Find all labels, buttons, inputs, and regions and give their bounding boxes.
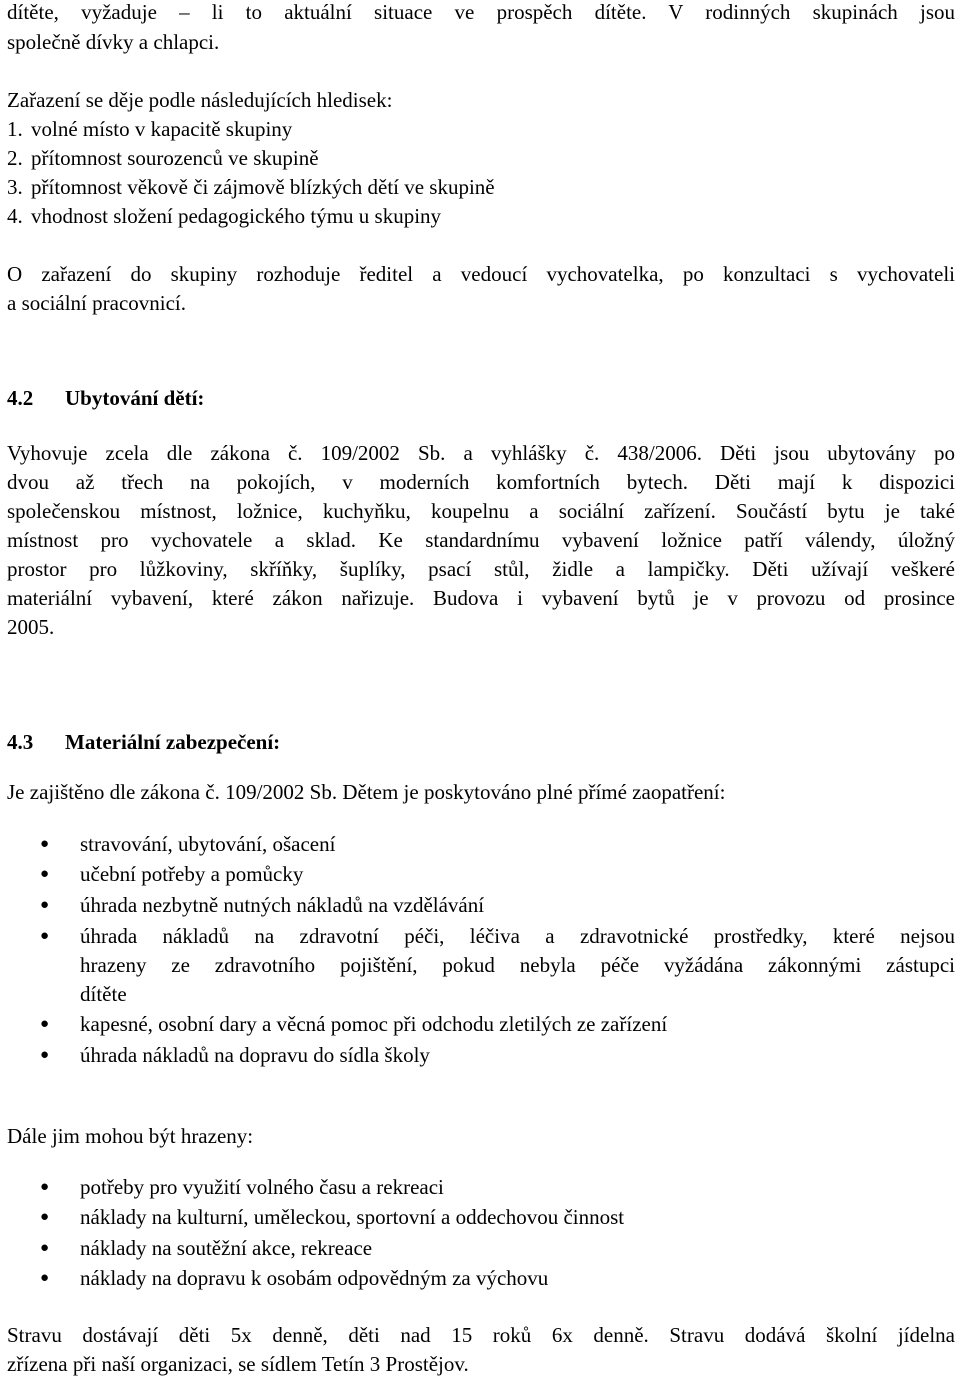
list-item: náklady na soutěžní akce, rekreace <box>80 1236 373 1260</box>
bullet-icon: ● <box>40 1047 50 1063</box>
list-item: úhrada nákladů na dopravu do sídla školy <box>80 1043 430 1067</box>
paragraph-line: materiální vybavení, které zákon nařizuje. Budova i vybavení bytů je v provozu od prosince <box>7 586 955 610</box>
section-number: 4.2 <box>7 386 34 410</box>
criteria-item-text: přítomnost věkově či zájmově blízkých dětí ve skupině <box>31 175 495 199</box>
bullet-icon: ● <box>40 1209 50 1225</box>
list-item: potřeby pro využití volného času a rekreaci <box>80 1175 444 1199</box>
criteria-item-text: přítomnost sourozenců ve skupině <box>31 146 319 170</box>
decision-line-2: a sociální pracovnicí. <box>7 291 187 315</box>
paragraph-line: 2005. <box>7 615 55 639</box>
bullet-icon: ● <box>40 928 50 944</box>
section-title: Materiální zabezpečení: <box>65 730 281 754</box>
bullet-icon: ● <box>40 866 50 882</box>
criteria-item-text: volné místo v kapacitě skupiny <box>31 117 293 141</box>
intro-line-2: společně dívky a chlapci. <box>7 30 220 54</box>
bullet-icon: ● <box>40 1016 50 1032</box>
section-number: 4.3 <box>7 730 34 754</box>
section-title: Ubytování dětí: <box>65 386 205 410</box>
section-heading-4-2 <box>7 386 204 410</box>
bullet-icon: ● <box>40 836 50 852</box>
criteria-item <box>7 204 441 228</box>
bullet-icon: ● <box>40 1240 50 1256</box>
decision-line-1: O zařazení do skupiny rozhoduje ředitel a vedoucí vychovatelka, po konzultaci s vychovateli <box>7 262 955 286</box>
list-item-continuation: hrazeny ze zdravotního pojištění, pokud nebyla péče vyžádána zákonnými zástupci <box>80 953 955 977</box>
bullet-icon: ● <box>40 1270 50 1286</box>
criteria-item <box>7 146 319 170</box>
bullet-icon: ● <box>40 897 50 913</box>
paragraph-line: Vyhovuje zcela dle zákona č. 109/2002 Sb. a vyhlášky č. 438/2006. Děti jsou ubytovány po <box>7 441 955 465</box>
intro-line-1: dítěte, vyžaduje – li to aktuální situace ve prospěch dítěte. V rodinných skupinách jsou <box>7 0 955 24</box>
optional-heading: Dále jim mohou být hrazeny: <box>7 1124 254 1148</box>
criteria-item-number: 2. <box>7 146 23 170</box>
criteria-item-text: vhodnost složení pedagogického týmu u skupiny <box>31 204 442 228</box>
criteria-item-number: 1. <box>7 117 23 141</box>
criteria-item-number: 4. <box>7 204 23 228</box>
list-item: stravování, ubytování, ošacení <box>80 832 336 856</box>
section-heading-4-3 <box>7 730 280 754</box>
list-item: náklady na kulturní, uměleckou, sportovní a oddechovou činnost <box>80 1205 625 1229</box>
section-intro: Je zajištěno dle zákona č. 109/2002 Sb. Dětem je poskytováno plné přímé zaopatření: <box>7 780 726 804</box>
bullet-icon: ● <box>40 1179 50 1195</box>
criteria-item <box>7 117 292 141</box>
list-item-continuation: dítěte <box>80 982 127 1006</box>
criteria-item <box>7 175 495 199</box>
list-item: úhrada nákladů na zdravotní péči, léčiva a zdravotnické prostředky, které nejsou <box>80 924 955 948</box>
criteria-item-number: 3. <box>7 175 23 199</box>
list-item: náklady na dopravu k osobám odpovědným za výchovu <box>80 1266 549 1290</box>
paragraph-line: dvou až třech na pokojích, v moderních komfortních bytech. Děti mají k dispozici <box>7 470 955 494</box>
meals-line-1: Stravu dostávají děti 5x denně, děti nad 15 roků 6x denně. Stravu dodává školní jídelna <box>7 1323 955 1347</box>
list-item: učební potřeby a pomůcky <box>80 862 304 886</box>
paragraph-line: místnost pro vychovatele a sklad. Ke standardnímu vybavení ložnice patří válendy, úložný <box>7 528 955 552</box>
criteria-heading: Zařazení se děje podle následujících hledisek: <box>7 88 393 112</box>
paragraph-line: společenskou místnost, ložnice, kuchyňku, koupelnu a sociální zařízení. Součástí bytu je také <box>7 499 955 523</box>
meals-line-2: zřízena při naší organizaci, se sídlem Tetín 3 Prostějov. <box>7 1352 469 1376</box>
paragraph-line: prostor pro lůžkoviny, skříňky, šuplíky, psací stůl, židle a lampičky. Děti užívají veškeré <box>7 557 955 581</box>
list-item: kapesné, osobní dary a věcná pomoc při odchodu zletilých ze zařízení <box>80 1012 668 1036</box>
list-item: úhrada nezbytně nutných nákladů na vzdělávání <box>80 893 485 917</box>
